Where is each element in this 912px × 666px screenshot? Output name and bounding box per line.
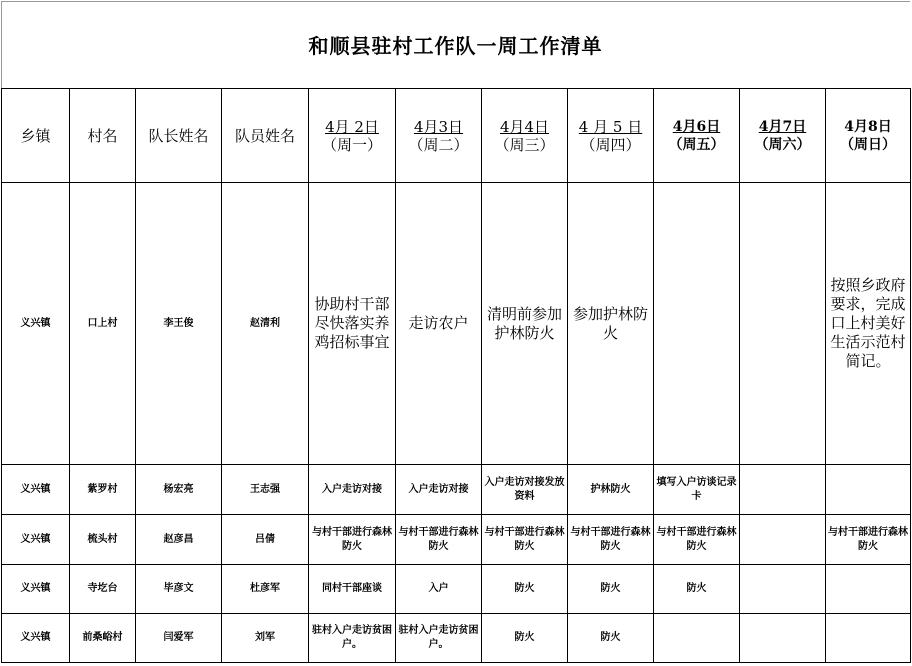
cell-village: 梳头村: [70, 515, 136, 565]
cell-task: 防火: [568, 565, 654, 614]
cell-village: 寺圪台: [70, 565, 136, 614]
table-row: [2, 565, 911, 614]
cell-task: [826, 465, 911, 515]
cell-task: [826, 614, 911, 663]
cell-task: 入户走访对接发放资料: [482, 465, 568, 515]
cell-task: 驻村入户走访贫困户。: [396, 614, 482, 663]
cell-township: 义兴镇: [2, 515, 70, 565]
cell-task: 入户走访对接: [396, 465, 482, 515]
day-weekday: （周一）: [321, 135, 382, 154]
header-day-fri: [654, 89, 740, 183]
cell-member: 杜彦军: [222, 565, 309, 614]
cell-leader: 杨宏亮: [136, 465, 222, 515]
cell-task: 清明前参加护林防火: [482, 183, 568, 465]
cell-task: [740, 515, 826, 565]
cell-township: 义兴镇: [2, 465, 70, 515]
cell-task: [740, 565, 826, 614]
header-day-tue: [396, 89, 482, 183]
cell-township: 义兴镇: [2, 565, 70, 614]
cell-village: 紫罗村: [70, 465, 136, 515]
cell-task: 与村干部进行森林防火: [396, 515, 482, 565]
header-village: 村名: [70, 89, 136, 183]
table-row: [2, 465, 911, 515]
cell-task: 驻村入户走访贫困户。: [309, 614, 396, 663]
sheet-title: 和顺县驻村工作队一周工作清单: [308, 34, 603, 58]
cell-member: 刘军: [222, 614, 309, 663]
header-day-sun: [826, 89, 911, 183]
cell-task: [654, 183, 740, 465]
cell-township: 义兴镇: [2, 614, 70, 663]
header-member: 队员姓名: [222, 89, 309, 183]
day-weekday: （周日）: [840, 136, 896, 153]
header-leader: 队长姓名: [136, 89, 222, 183]
day-weekday: （周四）: [580, 135, 641, 154]
day-date: 4月4日: [499, 117, 550, 136]
day-weekday: （周六）: [754, 136, 811, 153]
day-weekday: （周三）: [494, 135, 555, 154]
day-date: 4 月 5 日: [578, 117, 643, 136]
cell-task: 与村干部进行森林防火: [826, 515, 911, 565]
cell-task: 防火: [654, 565, 740, 614]
cell-task: [654, 614, 740, 663]
cell-member: 赵清利: [222, 183, 309, 465]
cell-task: 参加护林防火: [568, 183, 654, 465]
cell-task: 同村干部座谈: [309, 565, 396, 614]
table-row: [2, 183, 911, 465]
cell-member: 王志强: [222, 465, 309, 515]
cell-task: [740, 614, 826, 663]
cell-leader: 李王俊: [136, 183, 222, 465]
cell-village: 前桑峪村: [70, 614, 136, 663]
cell-task: 防火: [482, 614, 568, 663]
work-schedule-table: [1, 88, 911, 663]
cell-task: [826, 565, 911, 614]
day-weekday: （周五）: [668, 136, 725, 153]
cell-task: 防火: [568, 614, 654, 663]
cell-task: 按照乡政府要求，完成口上村美好生活示范村简记。: [826, 183, 911, 465]
cell-task: [740, 183, 826, 465]
day-date: 4月7日: [758, 118, 807, 135]
cell-task: 与村干部进行森林防火: [309, 515, 396, 565]
cell-task: 填写入户访谈记录卡: [654, 465, 740, 515]
cell-task: 防火: [482, 565, 568, 614]
table-row: [2, 614, 911, 663]
cell-task: [740, 465, 826, 515]
cell-township: 义兴镇: [2, 183, 70, 465]
header-day-thu: [568, 89, 654, 183]
table-row: [2, 515, 911, 565]
header-township: 乡镇: [2, 89, 70, 183]
cell-task: 协助村干部尽快落实养鸡招标事宜: [309, 183, 396, 465]
cell-task: 走访农户: [396, 183, 482, 465]
cell-leader: 毕彦文: [136, 565, 222, 614]
cell-task: 护林防火: [568, 465, 654, 515]
cell-leader: 赵彦昌: [136, 515, 222, 565]
day-date: 4月 2日: [325, 117, 379, 136]
day-date: 4月3日: [413, 117, 464, 136]
cell-task: 与村干部进行森林防火: [654, 515, 740, 565]
worksheet: [1, 1, 910, 666]
cell-task: 与村干部进行森林防火: [482, 515, 568, 565]
day-date: 4月8日: [844, 118, 892, 135]
header-day-sat: [740, 89, 826, 183]
cell-task: 与村干部进行森林防火: [568, 515, 654, 565]
header-row: [2, 89, 911, 183]
header-day-wed: [482, 89, 568, 183]
day-weekday: （周二）: [408, 135, 469, 154]
cell-village: 口上村: [70, 183, 136, 465]
cell-leader: 闫爱军: [136, 614, 222, 663]
cell-task: 入户走访对接: [309, 465, 396, 515]
cell-member: 吕倩: [222, 515, 309, 565]
cell-task: 入户: [396, 565, 482, 614]
header-day-mon: [309, 89, 396, 183]
day-date: 4月6日: [672, 118, 721, 135]
